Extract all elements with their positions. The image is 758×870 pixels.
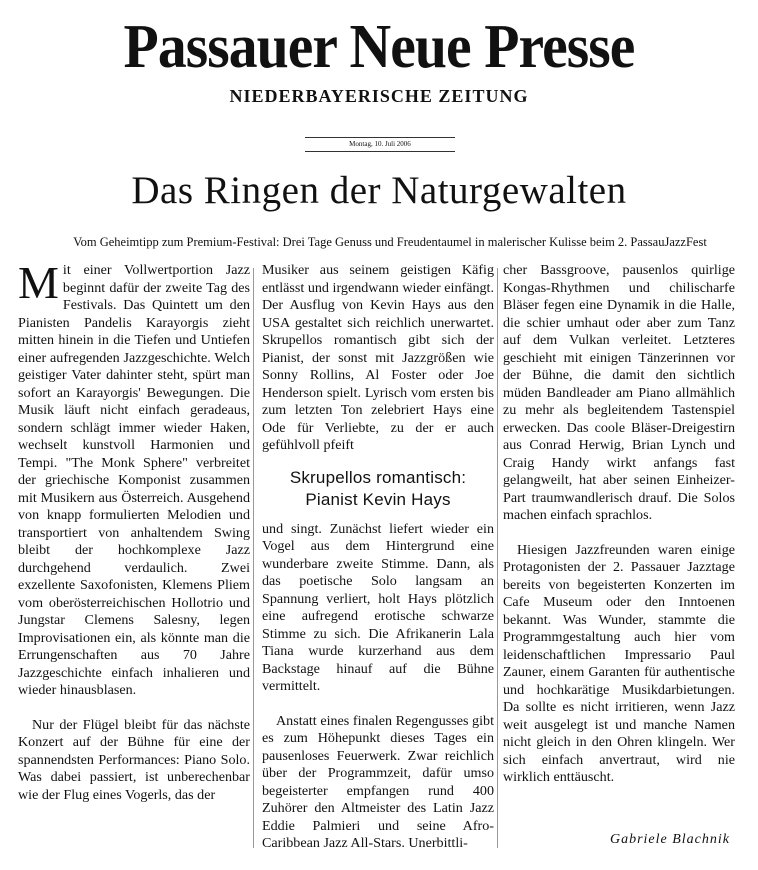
article-column-2 [262,262,494,853]
paragraph [18,257,250,700]
paragraph: Musiker aus seinem geistigen Käfig entlässt und irgendwann wieder einfängt. Der Ausflug von Kevin Hays aus den USA gestaltet sich reichlich unerwartet. Skrupellos romantisch gibt sich der Pianist, der sonst mit Jazzgrößen wie Sonny Rollins, Al Foster oder Joe Henderson spielt. Lyrisch vom ersten bis zum letzten Ton zelebriert Hays eine Ode für Verliebte, zu der er auch gefühlvoll pfeift [262,262,494,453]
paragraph-text: it einer Vollwertportion Jazz beginnt dafür der zweite Tag des Festivals. Das Quintett um den Pianisten Pandelis Karayorgis zieht mitten hinein in die Tiefen und Untiefen einer aufregenden Jazzgeschichte. Welch geistiger Vater dahinter steht, spürt man sofort an Karayorgis' Bewegungen. Die Musik läuft nicht einfach geradeaus, sondern schlägt immer wieder Haken, wechselt kunstvoll Harmonien und Tempi. "The Monk Sphere" verbreitet der griechische Komponist zusammen mit Musikern aus Österreich. Ausgehend von knapp formulierten Melodien und transportiert von anhaltendem Swing bleibt der hochkomplexe Jazz durchgehend verdaulich. Zwei exzellente Saxofonisten, Klemens Pliem vom oberösterreichischen Hollotrio und Jungstar Clemens Salesny, legen Improvisationen ein, als könnte man die Errungenschaften aus 70 Jahre Jazzgeschichte einfach inhalieren und wieder hinausblasen. [18,262,250,698]
issue-date: Montag, 10. Juli 2006 [349,140,411,148]
paragraph: Nur der Flügel bleibt für das nächste Konzert auf der Bühne für eine der spannendsten Performances: Piano Solo. Was dabei passiert, ist unberechenbar wie der Flug eines Vogerls, das der [18,716,250,803]
paragraph: Hiesigen Jazzfreunden waren einige Protagonisten der 2. Passauer Jazztage bereits von begeisterten Konzerten im Cafe Museum oder den Inntoenen bekannt. Was Wunder, stammte die Programmgestaltung auch hier vom leidenschaftlichen Impressario Paul Zauner, einem Garanten für authentische und hochkarätige Musikdarbietungen. Da sollte es nicht irritieren, wenn Jazz weit ausgelegt ist und manche Namen nicht gleich in den Ohren klingeln. Wer sich einfach anvertraut, wird nie wirklich enttäuscht. [503,541,735,785]
crosshead-line: Skrupellos romantisch: [289,467,467,487]
crosshead-line: Pianist Kevin Hays [305,489,451,509]
article-column-3 [503,262,735,787]
article-column-1 [18,257,250,804]
masthead [0,14,758,106]
date-rule-bottom [305,151,455,152]
article-deck: Vom Geheimtipp zum Premium-Festival: Drei Tage Genuss und Freudentaumel in malerischer Kulisse beim 2. PassauJazzFest [73,235,707,249]
newspaper-subtitle: NIEDERBAYERISCHE ZEITUNG [229,86,529,106]
column-divider [253,268,254,848]
article-headline: Das Ringen der Naturgewalten [131,169,627,212]
column-divider [497,268,498,848]
drop-cap: M [18,257,59,308]
author-byline: Gabriele Blachnik [609,832,730,847]
newspaper-name: Passauer Neue Presse [123,13,635,81]
crosshead [262,467,494,511]
paragraph: Anstatt eines finalen Regengusses gibt es zum Höhepunkt dieses Tages ein pausenloses Feuerwerk. Zwar reichlich über der Programmzeit, dafür umso begeisterter empfangen rund 400 Zuhörer den Altmeister des Latin Jazz Eddie Palmieri und seine Afro-Caribbean Jazz All-Stars. Unerbittli- [262,712,494,851]
paragraph: cher Bassgroove, pausenlos quirlige Kongas-Rhythmen und chilischarfe Bläser fegen eine Dynamik in die Halle, die schier umhaut oder aber zum Tanz auf dem Vulkan verleitet. Letzteres geschieht mit einigen Tänzerinnen vor der Bühne, die damit den sichtlich müden Bandleader am Piano allmählich zu mehr als begleitendem Tastenspiel erwecken. Das coole Bläser-Dreigestirn aus Conrad Herwig, Brian Lynch und Craig Handy wirkt anfangs fast gelangweilt, hat aber seinen Einheizer-Part traumwandlerisch drauf. Die Solos machen einfach sprachlos. [503,262,735,523]
date-rule-top [305,137,455,138]
paragraph: und singt. Zunächst liefert wieder ein Vogel aus dem Hintergrund eine wunderbare zweite Stimme. Dann, als das poetische Solo langsam an Spannung verliert, holt Hays plötzlich eine aufregend erotische schwarze Stimme zu sich. Die Afrikanerin Lala Tiana wurde kurzerhand aus dem Backstage hinauf auf die Bühne vermittelt. [262,520,494,694]
